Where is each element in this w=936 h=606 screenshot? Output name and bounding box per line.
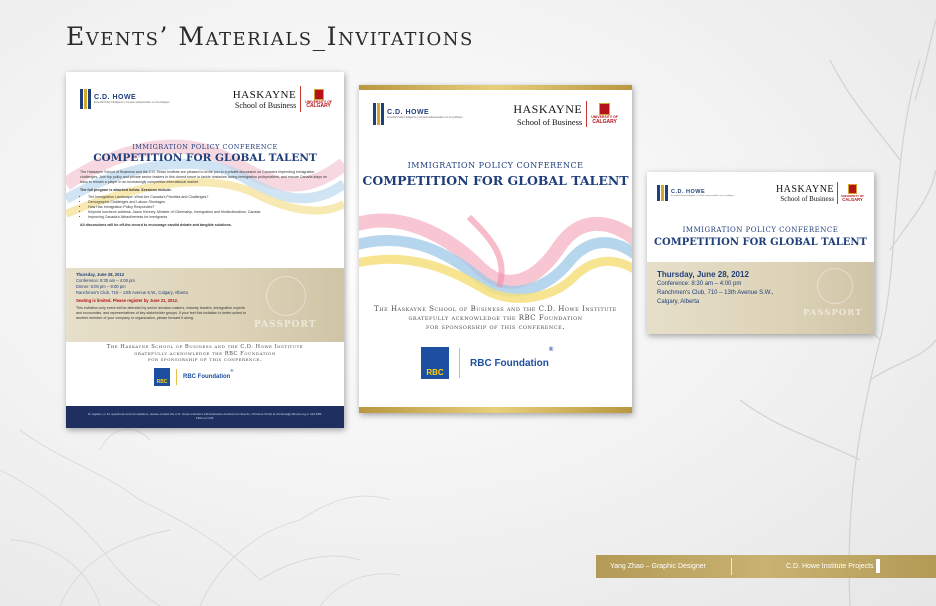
rbc-lion-icon: RBC [154,368,170,386]
program-intro: The full program is attached below. Sessions include: [80,188,172,192]
sponsor-thanks-line2: gratefully acknowledge the RBC Foundation [408,314,583,322]
haskayne-logo [233,86,332,112]
event-venue: Ranchmen's Club, 710 – 13th Avenue S.W., Calgary, Alberta [76,290,188,295]
logo-row [657,182,864,204]
footer-divider [731,558,732,575]
ucalgary-line1: UNIVERSITY OF [841,193,864,198]
session-item: • The Immigration Landscape: What Are Canada's Priorities and Challenges? [88,195,330,200]
conference-time: Conference: 8:30 am – 4:00 pm [657,281,742,287]
ucalgary-crest-icon [848,184,857,194]
designer-credit: Yang Zhao – Graphic Designer [610,563,706,570]
haskayne-name: HASKAYNE [513,101,583,116]
conference-label: IMMIGRATION POLICY CONFERENCE [407,161,584,170]
seating-note: Seating is limited. Please register by June 21, 2012. [76,298,179,303]
rbc-foundation-name: RBC Foundation [470,357,549,369]
invitation-card-small [647,172,874,334]
invitation-intro: The Haskayne School of Business and the C.D. Howe Institute are pleased to invite you to a private discussion on Canada's impending immigration challenges. Join top policy and private sector leaders in this closed forum to tackle obstacles facing immigration policymakers, and ensure Canada stays on track to remain a player in an increasingly competitive international market. [80,170,327,184]
ucalgary-line1: UNIVERSITY OF [591,115,618,120]
sponsor-thanks-line1: The Haskayne School of Business and the C.D. Howe Institute [106,344,304,350]
project-name: C.D. Howe Institute Projects [786,563,874,570]
sponsor-thanks-line3: for sponsorship of this conference. [426,323,565,331]
cdhowe-logo [373,103,463,125]
event-venue-line1: Ranchmen's Club, 710 – 13th Avenue S.W., [657,290,774,296]
cdhowe-mark-icon [373,103,384,125]
logo-divider [586,101,587,127]
rbc-divider [459,348,460,378]
rbc-foundation-name: RBC Foundation [183,374,231,380]
invite-note: This invitation-only event will be attended by senior decision-makers, industry leaders, immigration experts and economists, and representatives of key stakeholder groups. If your feel this invitation is better-suited to another member of your company or organization, please forward it along. [76,306,246,320]
rbc-registered-mark: ® [548,347,554,353]
logo-row [80,86,332,112]
conference-title: COMPETITION FOR GLOBAL TALENT [654,237,867,248]
invitation-card-poster [359,85,632,413]
haskayne-name: HASKAYNE [775,183,835,195]
logo-divider [300,86,301,112]
event-details-block [647,262,874,334]
off-record-note: All discussions will be off-the-record to encourage candid debate and tangible solutions. [80,223,232,227]
invitation-body [80,170,330,228]
haskayne-logo [776,182,864,204]
register-note: To register, or for questions/ accommodations, please contact the C.D. Howe Institute's Administrative Assistant for Events, Christina Christ at christina@cdhowe.org or 416-865-1904 ext 245. [87,412,323,420]
haskayne-logo [513,101,618,127]
conference-label: IMMIGRATION POLICY CONFERENCE [132,143,278,151]
cdhowe-mark-icon [657,185,668,201]
sponsor-thanks [66,344,344,364]
conference-title: COMPETITION FOR GLOBAL TALENT [93,152,317,164]
event-date: Thursday, June 28, 2012 [657,270,749,279]
logo-divider [837,182,838,204]
passport-watermark: PASSPORT [254,320,317,330]
rbc-logo [154,368,233,386]
rbc-divider [176,369,177,385]
dinner-time: Dinner: 6:00 pm – 9:00 pm [76,284,126,289]
conference-time: Conference: 8:30 am – 4:00 pm [76,278,135,283]
logo-row [373,101,618,127]
ucalgary-line1: UNIVERSITY OF [305,99,332,104]
rbc-lion-icon: RBC [421,347,449,379]
conference-title: COMPETITION FOR GLOBAL TALENT [362,173,629,188]
event-date: Thursday, June 28, 2012 [76,272,125,277]
event-venue-line2: Calgary, Alberta [657,299,700,305]
cdhowe-logo [80,89,170,109]
cdhowe-tagline: Essential Policy Intelligence | Conseils indispensables sur les politiques [671,195,735,197]
top-gold-bar [359,85,632,90]
ribbon-graphic [359,197,632,307]
cdhowe-logo [657,185,734,201]
bottom-gold-bar [359,407,632,413]
passport-watermark: PASSPORT [803,308,863,318]
ucalgary-line2: CALGARY [306,103,331,110]
session-item: • Demographic Challenges and Labour Shortages [88,200,330,205]
portfolio-footer [596,555,936,578]
event-details-block [66,268,344,342]
invitation-card-full [66,72,344,428]
cdhowe-name: C.D. HOWE [94,94,137,101]
ucalgary-line2: CALGARY [592,118,617,125]
session-item: • Improving Canada's Attractiveness for Immigrants [88,215,330,220]
ucalgary-crest-icon [599,103,610,115]
page-title: Events’ Materials_Invitations [66,22,474,51]
session-item: • How Has Immigration Policy Responded? [88,205,330,210]
rbc-registered-mark: ® [230,368,234,373]
haskayne-sub: School of Business [780,194,835,203]
page-marker-icon [876,559,880,573]
cdhowe-name: C.D. HOWE [387,109,430,116]
haskayne-sub: School of Business [517,116,583,127]
footer-bar [66,406,344,428]
cdhowe-name: C.D. HOWE [671,189,706,195]
rbc-logo [421,347,553,379]
sponsor-thanks [359,305,632,332]
ucalgary-line2: CALGARY [842,196,863,202]
cdhowe-tagline: Essential Policy Intelligence | Conseils indispensables sur les politiques [94,101,170,104]
session-item: • Keynote luncheon address: Jason Kenney, Minister of Citizenship, Immigration and Multiculturalism, Canada [88,210,330,215]
sponsor-thanks-line1: The Haskayne School of Business and the C.D. Howe Institute [374,305,617,313]
cdhowe-tagline: Essential Policy Intelligence | Conseils indispensables sur les politiques [387,116,463,119]
sponsor-thanks-line3: for sponsorship of this conference. [147,357,263,363]
haskayne-sub: School of Business [234,100,297,110]
haskayne-name: HASKAYNE [232,88,297,101]
cdhowe-mark-icon [80,89,91,109]
ucalgary-crest-icon [314,89,324,100]
passport-emblem-icon [817,268,853,304]
sponsor-thanks-line2: gratefully acknowledge the RBC Foundation [134,350,276,357]
conference-label: IMMIGRATION POLICY CONFERENCE [682,226,839,234]
